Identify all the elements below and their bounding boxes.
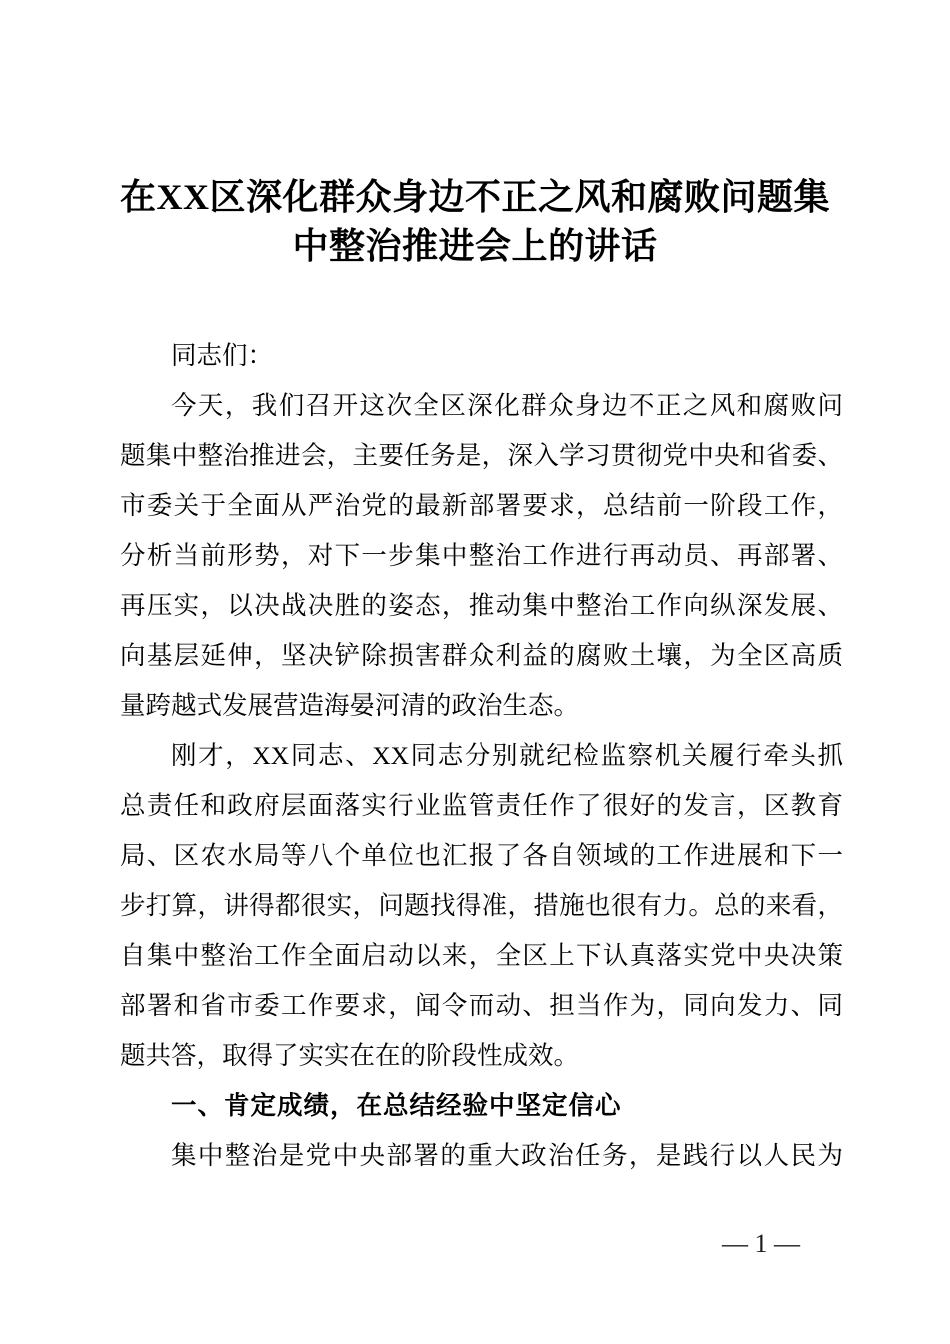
body-line: 分析当前形势，对下一步集中整治工作进行再动员、再部署、 [120, 541, 843, 570]
document-title-line-1: 在XX区深化群众身边不正之风和腐败问题集 [120, 177, 830, 217]
body-line: 部署和省市委工作要求，闻令而动、担当作为，同向发力、同 [120, 991, 843, 1020]
body-line: 市委关于全面从严治党的最新部署要求，总结前一阶段工作， [120, 491, 843, 520]
body-line: 集中整治是党中央部署的重大政治任务，是践行以人民为 [171, 1141, 843, 1170]
salutation-line: 同志们： [171, 341, 274, 370]
body-line: 题共答，取得了实实在在的阶段性成效。 [120, 1041, 580, 1070]
body-line: 题集中整治推进会，主要任务是，深入学习贯彻党中央和省委、 [120, 441, 843, 470]
body-line: 局、区农水局等八个单位也汇报了各自领域的工作进展和下一 [120, 841, 843, 870]
body-line: 向基层延伸，坚决铲除损害群众利益的腐败土壤，为全区高质 [120, 641, 843, 670]
body-line: 量跨越式发展营造海晏河清的政治生态。 [120, 691, 580, 720]
body-line: 自集中整治工作全面启动以来，全区上下认真落实党中央决策 [120, 941, 843, 970]
body-line: 总责任和政府层面落实行业监管责任作了很好的发言，区教育 [120, 791, 843, 820]
document-title-line-2: 中整治推进会上的讲话 [292, 226, 658, 266]
page-footer [722, 1230, 800, 1258]
document-body [120, 331, 843, 1181]
page-number: — 1 — [722, 1229, 800, 1258]
body-line: 再压实，以决战决胜的姿态，推动集中整治工作向纵深发展、 [120, 591, 843, 620]
body-line: 步打算，讲得都很实，问题找得准，措施也很有力。总的来看， [120, 891, 843, 920]
body-line: 刚才，XX同志、XX同志分别就纪检监察机关履行牵头抓 [171, 741, 843, 770]
body-line: 今天，我们召开这次全区深化群众身边不正之风和腐败问 [171, 391, 843, 420]
document-title [0, 0, 950, 271]
section-heading: 一、肯定成绩，在总结经验中坚定信心 [171, 1091, 622, 1120]
